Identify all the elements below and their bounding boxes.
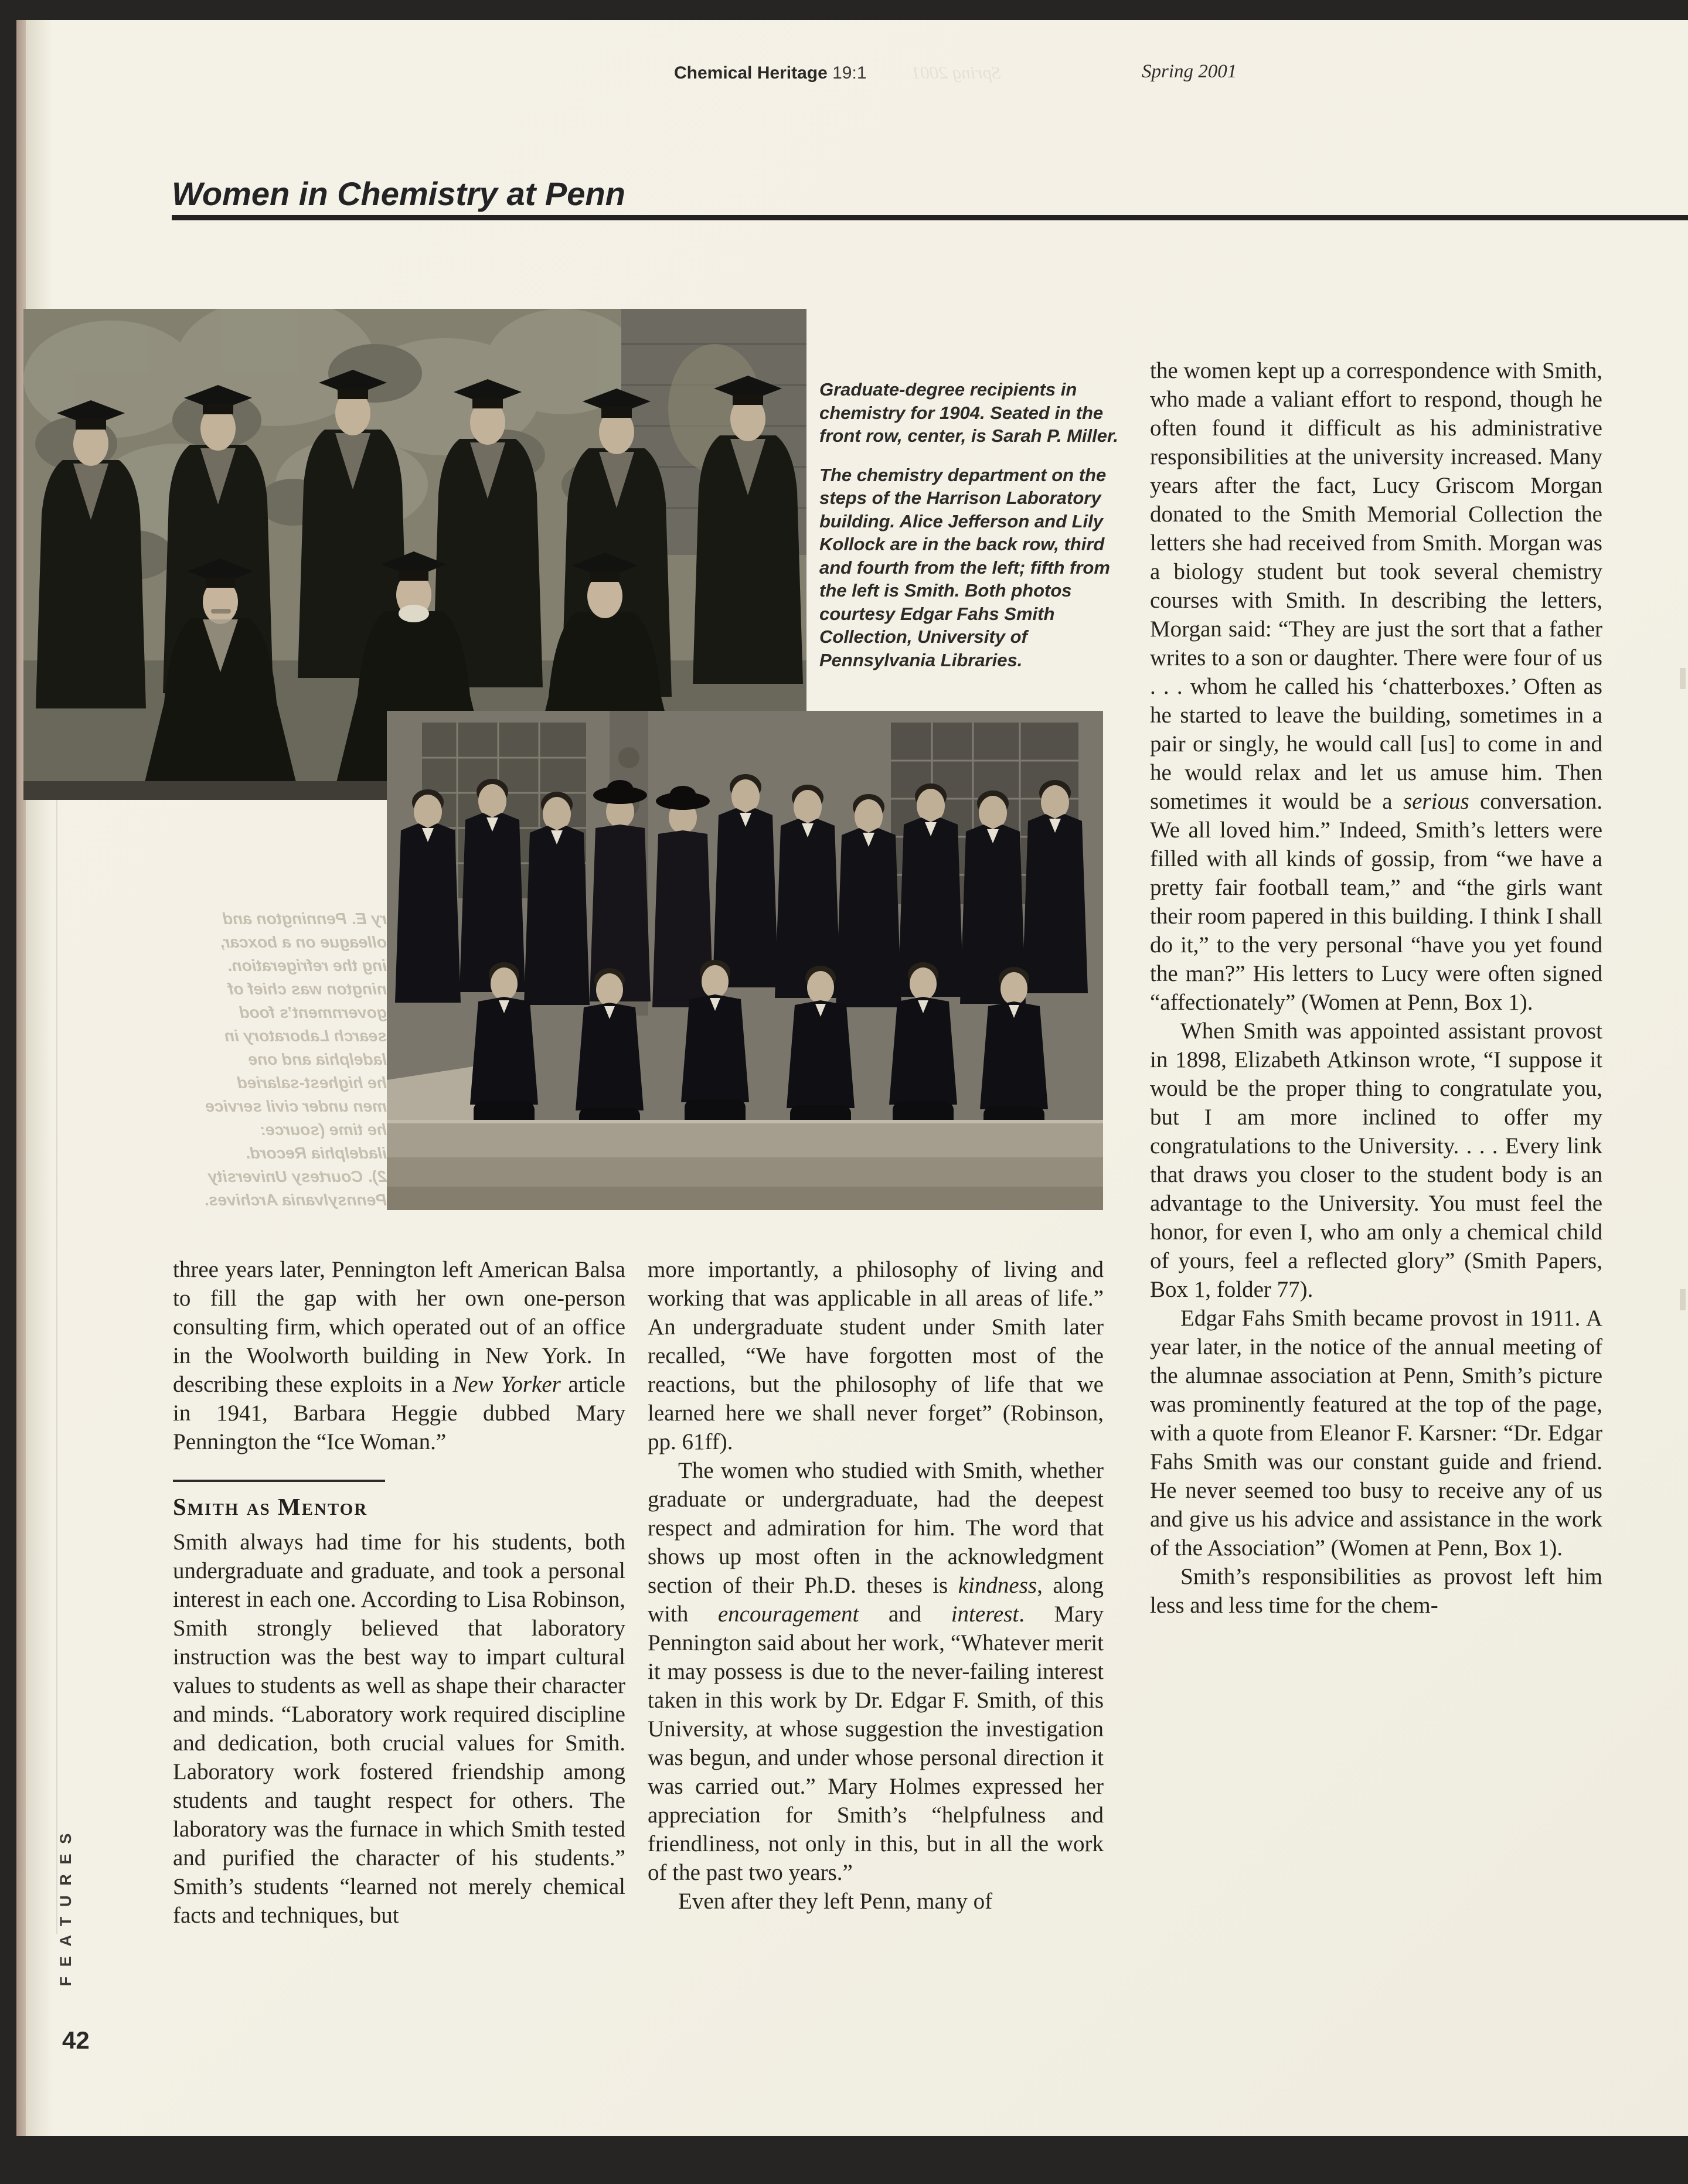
journal-issue: 19:1 bbox=[832, 63, 867, 83]
running-header-season: Spring 2001 bbox=[1142, 61, 1237, 82]
paragraph: Smith always had time for his students, both undergraduate and graduate, and took a personal interest in each one. According to Lisa Robinson, Smith strongly believed that laboratory instruction was the best way to impart cultural values to students as well as shape their character and minds. “Laboratory work required discipline and dedication, both crucial values for Smith. Laboratory work fostered friendship among students and taught respect for others. The laboratory was the furnace in which Smith tested and purified the character of his students.” Smith’s students “learned not merely chemical facts and techniques, but bbox=[173, 1529, 625, 1928]
section-rule bbox=[173, 1480, 385, 1482]
paragraph: Edgar Fahs Smith became provost in 1911. A year later, in the notice of the annual meeting of the alumnae association at Penn, Smith’s picture was prominently featured at the top of the page, with a quote from Eleanor F. Karsner: “Dr. Edgar Fahs Smith was our constant guide and friend. He never seemed too busy to receive any of us and give us his advice and assistance in the work of the Association” (Women at Penn, Box 1). bbox=[1150, 1306, 1602, 1561]
features-section-label bbox=[49, 1804, 82, 2006]
article-title: Women in Chemistry at Penn bbox=[172, 175, 625, 212]
season-bleedthrough: Spring 2001 bbox=[911, 62, 1001, 83]
caption-paragraph-1: Graduate-degree recipients in chemistry for 1904. Seated in the front row, center, is Sarah P. Miller. bbox=[819, 379, 1118, 446]
page-curl-mark bbox=[1680, 668, 1686, 689]
photo-caption bbox=[819, 378, 1122, 672]
photo-chemistry-department-steps bbox=[387, 711, 1103, 1210]
running-header-journal bbox=[674, 63, 867, 83]
bleedthrough-text: ry E. Pennington and olleague on a boxcar, ing the refrigeration. nington was chief of government’s food search Laboratory in ladelphia and one he highest-salaried men under civil service he time (source: iladelphia Record. 2). Courtesy University Pennsylvania Archives. bbox=[204, 909, 387, 1209]
title-rule bbox=[172, 215, 1688, 220]
paragraph: three years later, Pennington left American Balsa to fill the gap with her own one-person consulting firm, which operated out of an office in the Woolworth building in New York. In describing these exploits in a New Yorker article in 1941, Barbara Heggie dubbed Mary Pennington the “Ice Woman.” bbox=[173, 1257, 625, 1454]
column-middle bbox=[648, 1255, 1104, 1916]
paragraph: When Smith was appointed assistant provost in 1898, Elizabeth Atkinson wrote, “I suppose it would be the proper thing to congratulate you, but I am more inclined to offer my congratulations to the University. . . . Every link that draws you closer to the student body is an advantage to the University. You must feel the honor, for even I, who am only a chemical child of yours, feel a reflected glory” (Smith Papers, Box 1, folder 77). bbox=[1150, 1018, 1602, 1302]
photo-department-illustration bbox=[387, 711, 1103, 1210]
paragraph: the women kept up a correspondence with Smith, who made a valiant effort to respond, though he often found it difficult as his administrative responsibilities at the university increased. Many years after the fact, Lucy Griscom Morgan donated to the Smith Memorial Collection the letters she had received from Smith. Morgan was a biology student but took several chemistry courses with Smith. In describing the letters, Morgan said: “They are just the sort that a father writes to a son or daughter. There were four of us . . . whom he called his ‘chatterboxes.’ Often as he started to leave the building, sometimes in a pair or singly, he would call [us] to come in and he would relax and let us amuse him. Then sometimes it would be a serious conversation. We all loved him.” Indeed, Smith’s letters were filled with all kinds of gossip, from “we have a pretty fair football team,” and “the girls want their room papered in this building. I think I shall do it,” to the very personal “have you yet found the man?” His letters to Lucy were often signed “affectionately” (Women at Penn, Box 1). bbox=[1150, 358, 1603, 1015]
column-left bbox=[173, 1255, 625, 1930]
page-curl-mark bbox=[1680, 1289, 1686, 1310]
features-vertical-text: FEATURES bbox=[56, 1823, 74, 1987]
paragraph: Even after they left Penn, many of bbox=[678, 1889, 993, 1914]
paragraph: The women who studied with Smith, whether graduate or undergraduate, had the deepest respect and admiration for him. The word that shows up most often in the acknowledgment section of their Ph.D. theses is kindness, along with encouragement and interest. Mary Pennington said about her work, “Whatever merit it may possess is due to the never-failing interest taken in this work by Dr. Edgar F. Smith, of this University, at whose suggestion the investigation was begun, and under whose personal direction it was carried out.” Mary Holmes expressed her appreciation for Smith’s “helpfulness and friendliness, not only in this, but in all the work of the past two years.” bbox=[648, 1458, 1104, 1885]
paragraph: more importantly, a philosophy of living and working that was applicable in all areas of life.” An undergraduate student under Smith later recalled, “We have forgotten most of the reactions, but the philosophy of life that we learned here we shall never forget” (Robinson, pp. 61ff). bbox=[648, 1257, 1104, 1454]
caption-paragraph-2: The chemistry department on the steps of the Harrison Laboratory building. Alice Jefferson and Lily Kollock are in the back row, third and fourth from the left; fifth from the left is Smith. Both photos courtesy Edgar Fahs Smith Collection, University of Pennsylvania Libraries. bbox=[819, 464, 1110, 670]
page-number: 42 bbox=[62, 2026, 90, 2054]
section-heading-smith-as-mentor: Smith as Mentor bbox=[173, 1493, 368, 1520]
journal-name: Chemical Heritage bbox=[674, 63, 828, 83]
paragraph: Smith’s responsibilities as provost left him less and less time for the chem- bbox=[1150, 1564, 1602, 1618]
column-right bbox=[1150, 356, 1602, 1620]
